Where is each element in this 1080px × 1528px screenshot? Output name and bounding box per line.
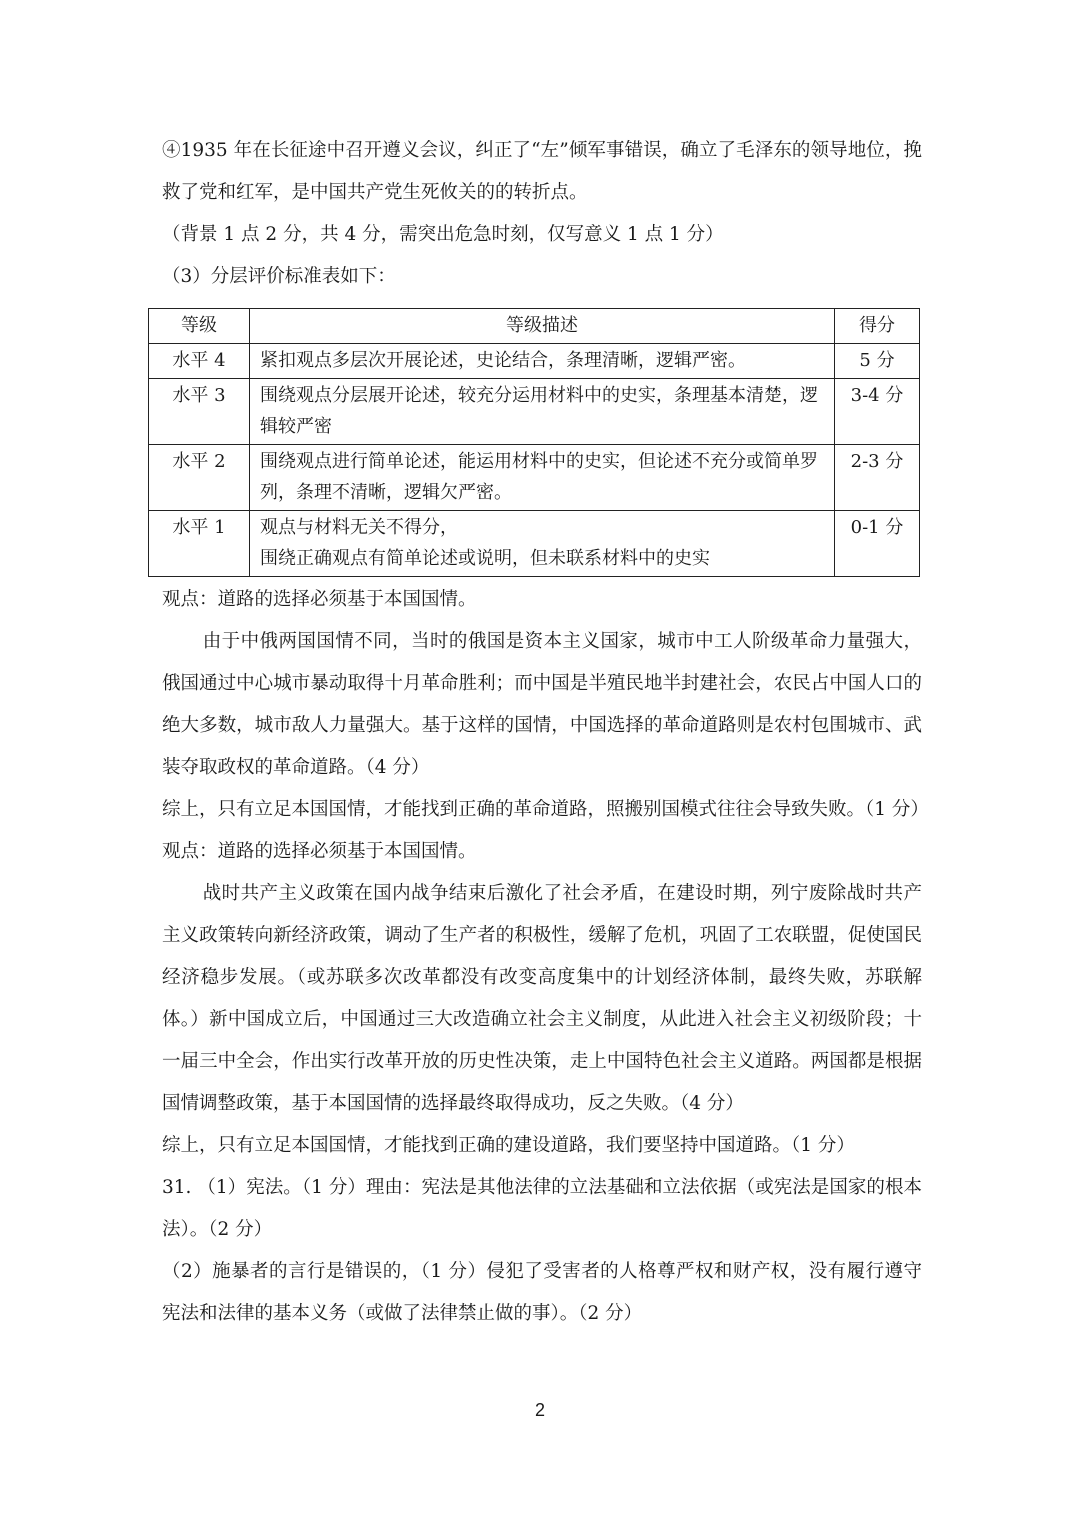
table-row <box>149 344 920 379</box>
argument-revolution-road: 由于中俄两国国情不同，当时的俄国是资本主义国家，城市中工人阶级革命力量强大，俄国通过中心城市暴动取得十月革命胜利；而中国是半殖民地半封建社会，农民占中国人口的绝大多数，城市敌人力量强大。基于这样的国情，中国选择的革命道路则是农村包围城市、武装夺取政权的革命道路。（4 分） <box>162 631 922 778</box>
conclusion-2: 综上，只有立足本国国情，才能找到正确的建设道路，我们要坚持中国道路。（1 分） <box>162 1135 855 1156</box>
table-row <box>149 445 920 511</box>
cell-score: 3-4 分 <box>835 379 920 445</box>
cell-level: 水平 3 <box>149 379 250 445</box>
argument-construction-road: 战时共产主义政策在国内战争结束后激化了社会矛盾，在建设时期，列宁废除战时共产主义政策转向新经济政策，调动了生产者的积极性，缓解了危机，巩固了工农联盟，促使国民经济稳步发展。（或苏联多次改革都没有改变高度集中的计划经济体制，最终失败，苏联解体。）新中国成立后，中国通过三大改造确立社会主义制度，从此进入社会主义初级阶段；十一届三中全会，作出实行改革开放的历史性决策，走上中国特色社会主义道路。两国都是根据国情调整政策，基于本国国情的选择最终取得成功，反之失败。（4 分） <box>162 883 922 1114</box>
viewpoint-1: 观点：道路的选择必须基于本国国情。 <box>162 589 477 610</box>
grading-table <box>148 308 920 577</box>
paragraph-zunyi-meeting: ④1935 年在长征途中召开遵义会议，纠正了“左”倾军事错误，确立了毛泽东的领导地位，挽救了党和红军，是中国共产党生死攸关的的转折点。 <box>162 140 922 203</box>
header-score: 得分 <box>835 309 920 344</box>
cell-level: 水平 1 <box>149 511 250 577</box>
table-row <box>149 511 920 577</box>
table-header-row <box>149 309 920 344</box>
cell-description-line1: 观点与材料无关不得分， <box>260 517 458 538</box>
cell-score: 5 分 <box>835 344 920 379</box>
table-row <box>149 379 920 445</box>
cell-description <box>250 511 835 577</box>
cell-level: 水平 4 <box>149 344 250 379</box>
cell-description: 围绕观点分层展开论述，较充分运用材料中的史实，条理基本清楚，逻辑较严密 <box>250 379 835 445</box>
cell-score: 0-1 分 <box>835 511 920 577</box>
viewpoint-2: 观点：道路的选择必须基于本国国情。 <box>162 841 477 862</box>
cell-description: 围绕观点进行简单论述，能运用材料中的史实，但论述不充分或简单罗列，条理不清晰，逻辑欠严密。 <box>250 445 835 511</box>
question-31-part1: 31. （1）宪法。（1 分）理由：宪法是其他法律的立法基础和立法依据（或宪法是国家的根本法）。（2 分） <box>162 1177 922 1240</box>
cell-description: 紧扣观点多层次开展论述，史论结合，条理清晰，逻辑严密。 <box>250 344 835 379</box>
page-number: 2 <box>534 1400 545 1420</box>
conclusion-1: 综上，只有立足本国国情，才能找到正确的革命道路，照搬别国模式往往会导致失败。（1 分） <box>162 799 929 820</box>
question-31-part2: （2）施暴者的言行是错误的，（1 分）侵犯了受害者的人格尊严权和财产权，没有履行遵守宪法和法律的基本义务（或做了法律禁止做的事）。（2 分） <box>162 1261 922 1324</box>
table-intro: （3）分层评价标准表如下： <box>162 266 396 287</box>
cell-description-line2: 围绕正确观点有简单论述或说明，但未联系材料中的史实 <box>260 548 710 569</box>
cell-level: 水平 2 <box>149 445 250 511</box>
page-content <box>162 130 929 1335</box>
header-description: 等级描述 <box>250 309 835 344</box>
header-level: 等级 <box>149 309 250 344</box>
scoring-note: （背景 1 点 2 分，共 4 分，需突出危急时刻，仅写意义 1 点 1 分） <box>162 224 724 245</box>
cell-score: 2-3 分 <box>835 445 920 511</box>
